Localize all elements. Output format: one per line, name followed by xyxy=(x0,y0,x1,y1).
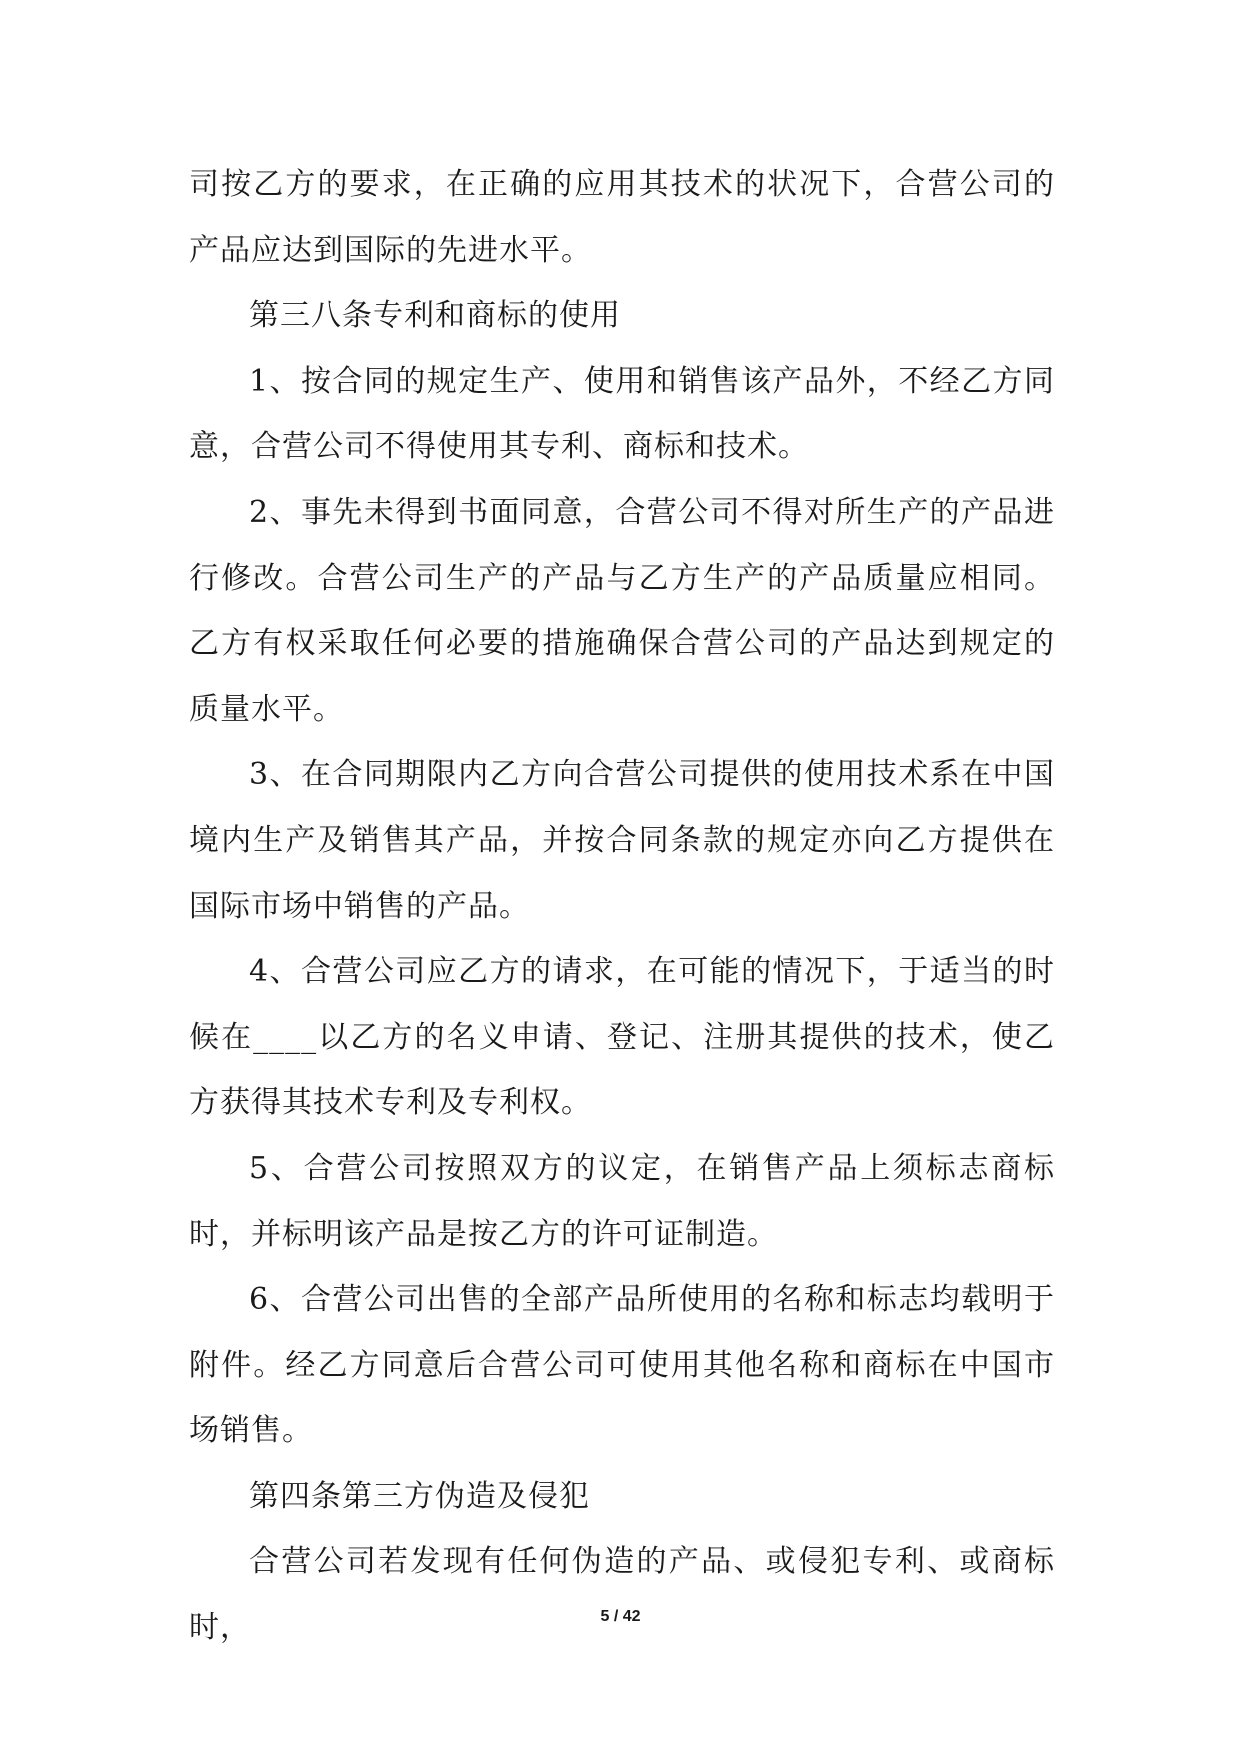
section-heading: 第四条第三方伪造及侵犯 xyxy=(249,1478,590,1514)
paragraph: 1、按合同的规定生产、使用和销售该产品外，不经乙方同意，合营公司不得使用其专利、商标和技术。 xyxy=(189,363,1055,465)
paragraph: 2、事先未得到书面同意，合营公司不得对所生产的产品进行修改。合营公司生产的产品与乙方生产的产品质量应相同。乙方有权采取任何必要的措施确保合营公司的产品达到规定的质量水平。 xyxy=(189,494,1055,727)
section-heading: 第三八条专利和商标的使用 xyxy=(249,298,621,334)
paragraph: 合营公司若发现有任何伪造的产品、或侵犯专利、或商标时， xyxy=(189,1544,1055,1646)
paragraph: 4、合营公司应乙方的请求，在可能的情况下，于适当的时候在____以乙方的名义申请、登记、注册其提供的技术，使乙方获得其技术专利及专利权。 xyxy=(189,954,1055,1121)
paragraph: 3、在合同期限内乙方向合营公司提供的使用技术系在中国境内生产及销售其产品，并按合同条款的规定亦向乙方提供在国际市场中销售的产品。 xyxy=(189,757,1055,924)
paragraph: 司按乙方的要求，在正确的应用其技术的状况下，合营公司的产品应达到国际的先进水平。 xyxy=(189,167,1055,268)
paragraph: 5、合营公司按照双方的议定，在销售产品上须标志商标时，并标明该产品是按乙方的许可证制造。 xyxy=(189,1150,1055,1252)
document-body xyxy=(189,152,1055,1661)
page-number: 5 / 42 xyxy=(600,1608,641,1625)
paragraph: 6、合营公司出售的全部产品所使用的名称和标志均载明于附件。经乙方同意后合营公司可使用其他名称和商标在中国市场销售。 xyxy=(189,1282,1055,1449)
